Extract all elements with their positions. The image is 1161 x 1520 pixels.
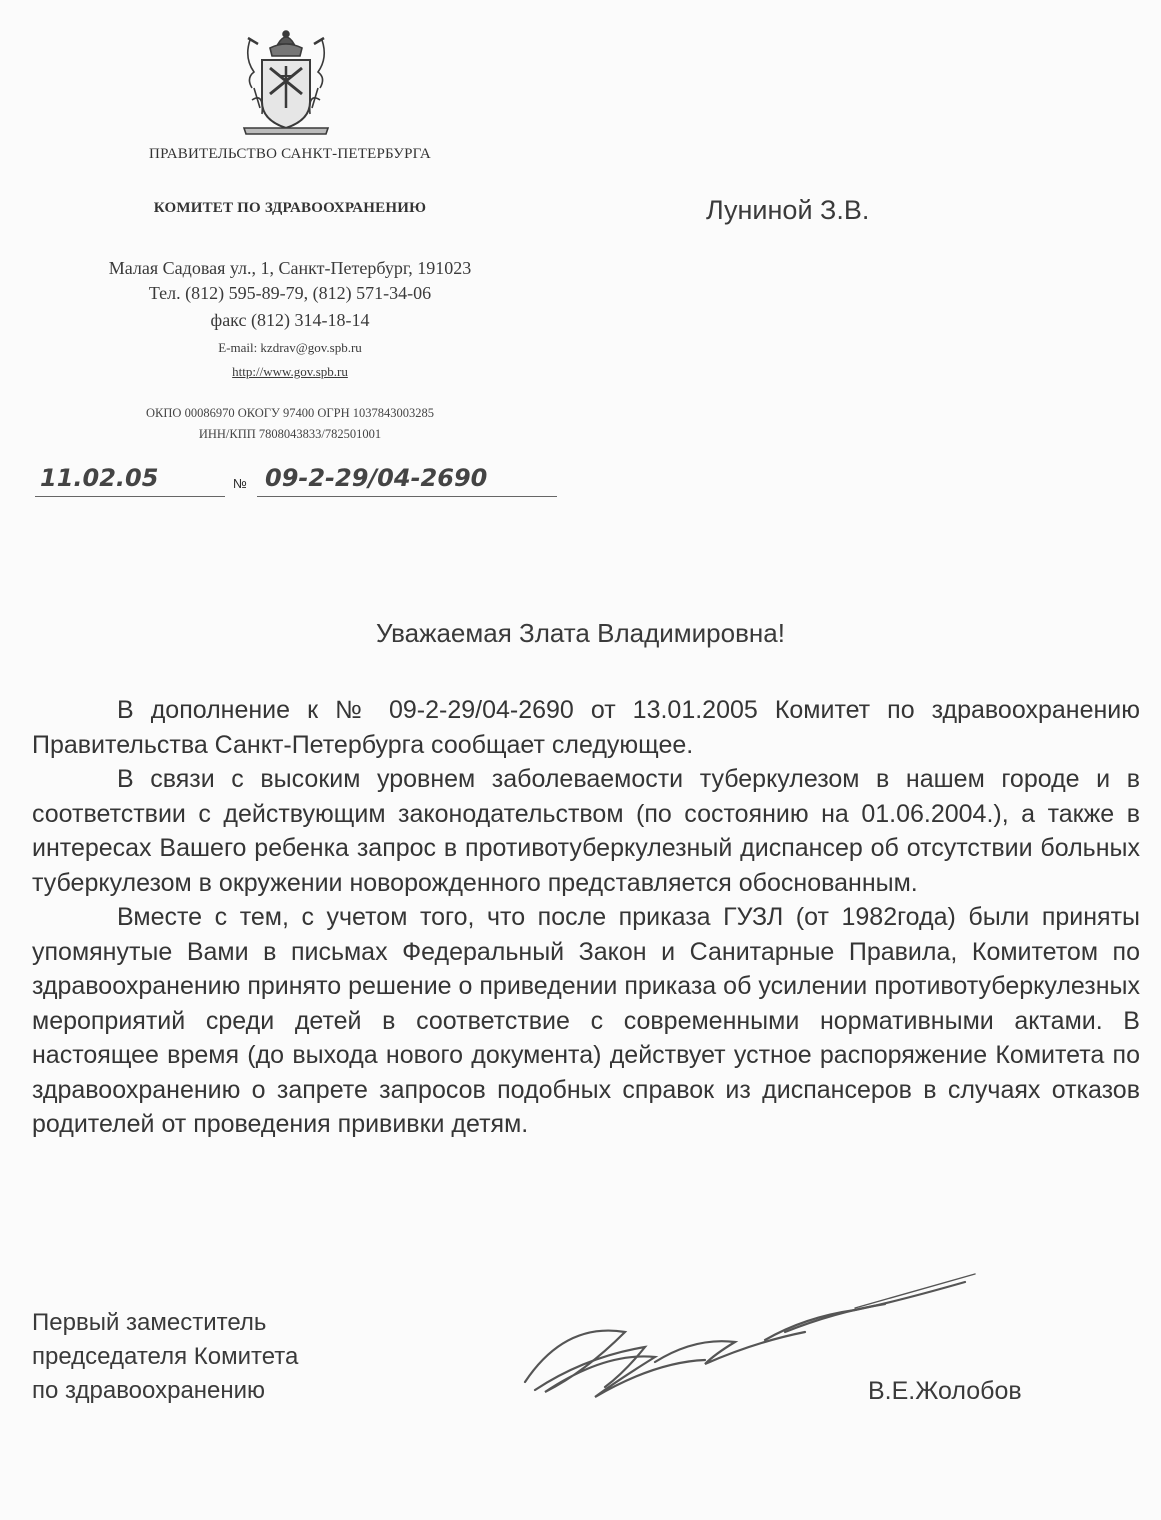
- paragraph: Вместе с тем, с учетом того, что после приказа ГУЗЛ (от 1982года) были приняты упомянутые Вами в письмах Федеральный Закон и Санитарные Правила, Комитетом по здравоохранению принято решение о приведении приказа об усилении противотуберкулезных мероприятий среди детей в соответствие с современными нормативными актами. В настоящее время (до выхода нового документа) действует устное распоряжение Комитета по здравоохранению о запрете запросов подобных справок из диспансеров в случаях отказов родителей от проведения прививки детям.: [32, 903, 1140, 1138]
- signatory-title-line: по здравоохранению: [32, 1377, 266, 1404]
- government-name: ПРАВИТЕЛЬСТВО САНКТ-ПЕТЕРБУРГА: [149, 146, 431, 162]
- number-underline: [257, 496, 557, 497]
- signatory-title: [32, 1306, 298, 1408]
- greeting: Уважаемая Злата Владимировна!: [376, 618, 785, 648]
- coat-of-arms-emblem: [240, 28, 332, 138]
- fax: факс (812) 314-18-14: [210, 310, 370, 330]
- paragraph: В дополнение к № 09-2-29/04-2690 от 13.01.2005 Комитет по здравоохранению Правительства Санкт-Петербурга сообщает следующее.: [32, 696, 1140, 759]
- tax-codes: ИНН/КПП 7808043833/782501001: [198, 427, 382, 441]
- email: E-mail: kzdrav@gov.spb.ru: [218, 340, 362, 355]
- date-underline: [35, 496, 225, 497]
- signatory-name: В.Е.Жолобов: [868, 1377, 1022, 1405]
- number-label: №: [233, 476, 247, 491]
- phone: Тел. (812) 595-89-79, (812) 571-34-06: [148, 283, 432, 303]
- signatory-title-line: Первый заместитель: [32, 1309, 267, 1336]
- registration-date: 11.02.05: [40, 464, 159, 492]
- website: http://www.gov.spb.ru: [232, 364, 348, 379]
- registration-line: [35, 462, 565, 502]
- committee-name: КОМИТЕТ ПО ЗДРАВООХРАНЕНИЮ: [153, 200, 427, 216]
- address: Малая Садовая ул., 1, Санкт-Петербург, 191023: [108, 258, 472, 278]
- letter-body: [32, 693, 1140, 1142]
- org-codes: ОКПО 00086970 ОКОГУ 97400 ОГРН 1037843003285: [146, 406, 434, 420]
- signatory-title-line: председателя Комитета: [32, 1343, 299, 1370]
- recipient: Луниной З.В.: [706, 195, 870, 225]
- paragraph: В связи с высоким уровнем заболеваемости туберкулезом в нашем городе и в соответствии с действующим законодательством (по состоянию на 01.06.2004.), а также в интересах Вашего ребенка запрос в противотуберкулезный диспансер об отсутствии больных туберкулезом в окружении новорожденного представляется обоснованным.: [32, 765, 1140, 897]
- registration-number: 09-2-29/04-2690: [265, 464, 488, 492]
